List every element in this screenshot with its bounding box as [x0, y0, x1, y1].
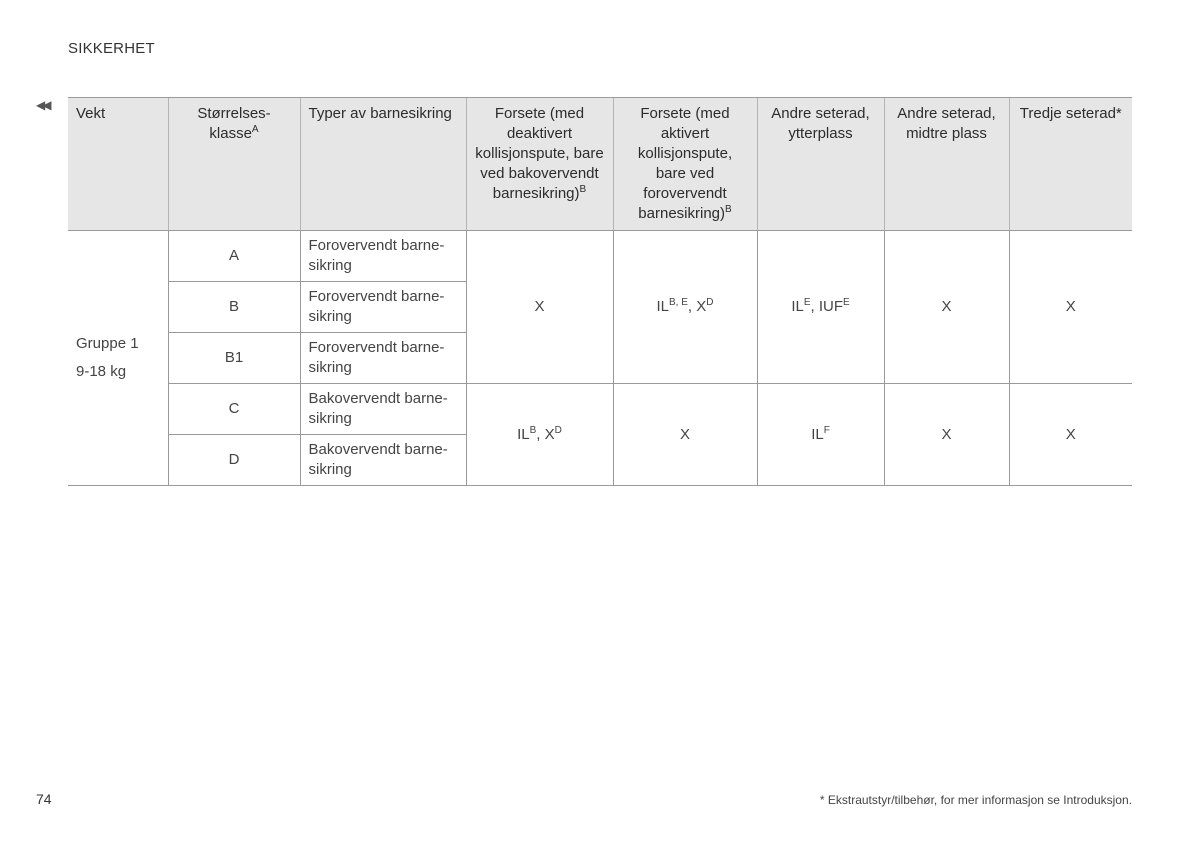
- restraint-type-cell: Bakovervendt barne-sikring: [300, 435, 466, 486]
- header-restraint-types: Typer av barnesikring: [300, 98, 466, 231]
- header-third-row: Tredje seterad*: [1009, 98, 1132, 231]
- forward-second-outer-cell: $IL^E$, $IUF^E$: [757, 231, 884, 384]
- forward-front-deactivated-cell: X: [466, 231, 613, 384]
- size-class-cell: B: [168, 282, 300, 333]
- rear-front-deactivated-cell: $IL^B$, $X^D$: [466, 384, 613, 486]
- table-row: [68, 231, 1132, 282]
- section-title: SIKKERHET: [68, 40, 155, 57]
- restraint-type-cell: Forovervendt barne-sikring: [300, 282, 466, 333]
- rear-second-outer-cell: $IL^F$: [757, 384, 884, 486]
- restraint-type-cell: Forovervendt barne-sikring: [300, 333, 466, 384]
- forward-third-row-cell: X: [1009, 231, 1132, 384]
- header-front-activated: Forsete (med aktivert kollisjonspute, bare ved forovervendt barnesikring)$^B$: [613, 98, 757, 231]
- table-row: [68, 384, 1132, 435]
- rear-second-middle-cell: X: [884, 384, 1009, 486]
- child-seat-table: [68, 97, 1132, 486]
- size-class-cell: D: [168, 435, 300, 486]
- group-name: Gruppe 1: [76, 335, 139, 352]
- footnote: * Ekstrautstyr/tilbehør, for mer informasjon se Introduksjon.: [819, 793, 1132, 807]
- header-weight: Vekt: [68, 98, 168, 231]
- size-class-cell: C: [168, 384, 300, 435]
- group-cell: [68, 231, 168, 486]
- continued-icon: ◀◀: [36, 98, 49, 112]
- table-body: [68, 231, 1132, 486]
- header-second-row-outer: Andre seterad, ytterplass: [757, 98, 884, 231]
- forward-front-activated-cell: $IL^{B, E}$, $X^D$: [613, 231, 757, 384]
- header-front-deactivated: Forsete (med deaktivert kollisjonspute, bare ved bakovervendt barnesikring)$^B$: [466, 98, 613, 231]
- rear-front-activated-cell: X: [613, 384, 757, 486]
- rear-third-row-cell: X: [1009, 384, 1132, 486]
- size-class-cell: B1: [168, 333, 300, 384]
- header-second-row-middle: Andre seterad, midtre plass: [884, 98, 1009, 231]
- table-header: [68, 98, 1132, 231]
- header-size-class: Størrelses-klasse$^A$: [168, 98, 300, 231]
- forward-second-middle-cell: X: [884, 231, 1009, 384]
- restraint-type-cell: Forovervendt barne-sikring: [300, 231, 466, 282]
- group-weight: 9-18 kg: [76, 363, 127, 380]
- restraint-type-cell: Bakovervendt barne-sikring: [300, 384, 466, 435]
- page-number: 74: [36, 791, 52, 807]
- size-class-cell: A: [168, 231, 300, 282]
